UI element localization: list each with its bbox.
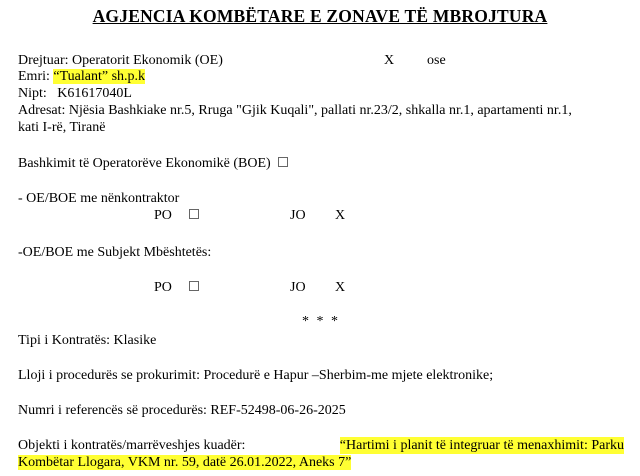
subcontractor-yes xyxy=(154,207,199,224)
document-title: AGJENCIA KOMBËTARE E ZONAVE TË MBROJTURA xyxy=(92,6,548,26)
contract-object-line-2 xyxy=(18,454,351,471)
support-entity-yes xyxy=(154,279,199,296)
support-entity-yes-label: PO xyxy=(154,280,172,295)
name-line xyxy=(18,68,145,85)
subcontractor-no-label: JO xyxy=(290,208,306,223)
nipt-line xyxy=(18,85,132,102)
name-label: Emri: xyxy=(18,69,50,84)
subcontractor-no-mark: X xyxy=(335,208,346,223)
addressee-line xyxy=(18,52,223,69)
joint-operators-checkbox[interactable] xyxy=(278,157,288,167)
support-entity-yes-checkbox[interactable] xyxy=(189,281,199,291)
nipt-label: Nipt: xyxy=(18,86,47,101)
support-entity-label: -OE/BOE me Subjekt Mbështetës: xyxy=(18,245,212,260)
support-entity-no-mark: X xyxy=(335,280,346,295)
addressee-or: ose xyxy=(427,53,446,68)
subcontractor-yes-checkbox[interactable] xyxy=(189,209,199,219)
address-line-2: kati I-rë, Tiranë xyxy=(18,120,106,135)
contract-object-line-1 xyxy=(18,437,624,454)
joint-operators-line xyxy=(18,155,288,172)
procedure-type: Lloji i procedurës se prokurimit: Procedurë e Hapur –Sherbim-me mjete elektronike; xyxy=(18,368,494,383)
section-separator: * * * xyxy=(302,314,340,329)
addressee-value: Operatorit Ekonomik (OE) xyxy=(72,53,223,68)
nipt-value: K61617040L xyxy=(57,86,132,101)
name-value: “Tualant” sh.p.k xyxy=(53,69,146,84)
contract-object-value-line-1: “Hartimi i planit të integruar të menaxhimit: Parku xyxy=(339,438,624,453)
address-line-1: Adresat: Njësia Bashkiake nr.5, Rruga "Gjik Kuqali", pallati nr.23/2, shkalla nr.1, apartamenti nr.1, xyxy=(18,103,572,118)
contract-object-label: Objekti i kontratës/marrëveshjes kuadër: xyxy=(18,438,246,453)
procedure-reference: Numri i referencës së procedurës: REF-52498-06-26-2025 xyxy=(18,403,346,418)
subcontractor-yes-label: PO xyxy=(154,208,172,223)
support-entity-no-label: JO xyxy=(290,280,306,295)
subcontractor-label: - OE/BOE me nënkontraktor xyxy=(18,191,180,206)
contract-object-value-line-2: Kombëtar Llogara, VKM nr. 59, datë 26.01.2022, Aneks 7” xyxy=(18,455,352,470)
joint-operators-label: Bashkimit të Operatorëve Ekonomikë (BOE) xyxy=(18,156,271,171)
addressee-mark: X xyxy=(384,53,395,68)
addressee-label: Drejtuar: xyxy=(18,53,69,68)
contract-type: Tipi i Kontratës: Klasike xyxy=(18,333,157,348)
